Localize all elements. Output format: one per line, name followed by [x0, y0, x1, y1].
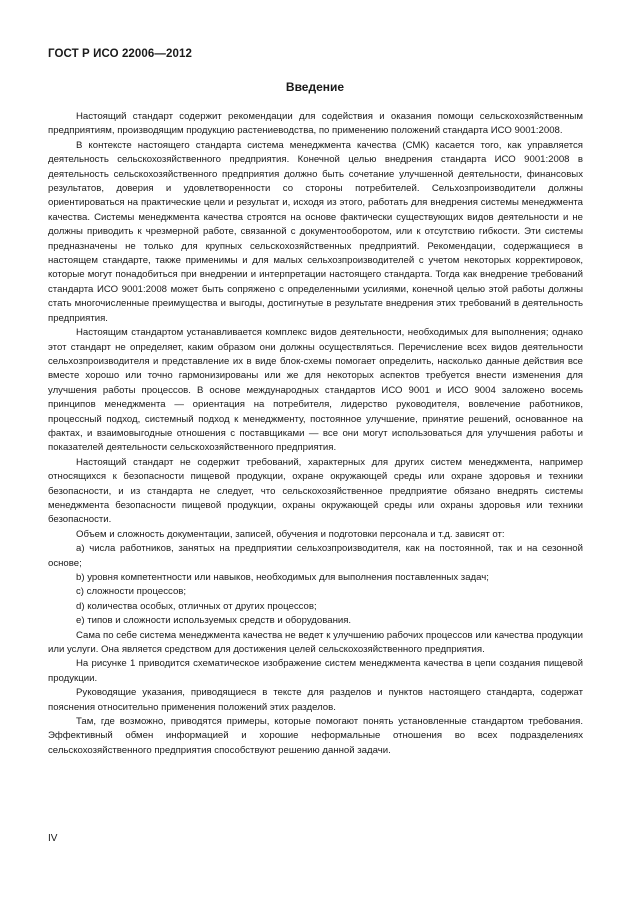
paragraph: Там, где возможно, приводятся примеры, которые помогают понять установленные стандартом требования. Эффективный обмен информацией и хорошие неформальные отношения во всех подразделениях сельскохозяйственного предприятия способствуют решению данной задачи.: [48, 716, 583, 756]
section-title: Введение: [285, 80, 345, 94]
paragraph: На рисунке 1 приводится схематическое изображение систем менеджмента качества в цепи создания пищевой продукции.: [48, 658, 583, 684]
paragraph: Объем и сложность документации, записей, обучения и подготовки персонала и т.д. зависят от:: [76, 528, 505, 540]
paragraph: Руководящие указания, приводящиеся в тексте для разделов и пунктов настоящего стандарта, содержат пояснения относительно применения положений этих разделов.: [48, 687, 583, 713]
document-code: ГОСТ Р ИСО 22006—2012: [48, 48, 193, 60]
paragraph: Настоящий стандарт не содержит требований, характерных для других систем менеджмента, например относящихся к безопасности пищевой продукции, охране окружающей среды или охране здоровья и техники безопасности, и из стандарта не следует, что сельскохозяйственное предприятие обязано внедрять системы менеджмента безопасности пищевой продукции, охраны окружающей среды или охраны здоровья или техники безопасности.: [48, 456, 583, 526]
paragraph: Сама по себе система менеджмента качества не ведет к улучшению рабочих процессов или качества продукции или услуги. Она является средством для достижения целей сельскохозяйственного предприятия.: [48, 629, 583, 656]
list-item: d) количества особых, отличных от других процессов;: [76, 600, 317, 612]
list-item: a) числа работников, занятых на предприятии сельхозпроизводителя, как на постоянной, так и на сезонной основе;: [48, 543, 583, 569]
page-number: IV: [48, 833, 58, 844]
paragraph: В контексте настоящего стандарта система менеджмента качества (СМК) касается того, как управляется деятельность сельскохозяйственного предприятия. Конечной целью внедрения стандарта ИСО 9001:2008 в деятельность сельскохозяйственного предприятия должно быть сочетание улучшенной деятельности, финансовых результатов, доверия и удовлетворенности со стороны потребителей. Сельхозпроизводители должны ориентироваться на практические цели и результат и, исходя из этого, работать для внедрения системы менеджмента качества. Системы менеджмента качества строятся на основе фактически существующих видов деятельности и не должны приводить к чрезмерной работе, связанной с документооборотом, или к отсутствию гибкости. Эти системы предназначены не только для крупных сельскохозяйственных предприятий. Рекомендации, содержащиеся в настоящем стандарте, также применимы и для малых сельхозпроизводителей с учетом некоторых корректировок, которые могут понадобиться при внедрении и интерпретации настоящего стандарта. Тогда как внедрение требований стандарта ИСО 9001:2008 может быть сопряжено с определенными усилиями, конечной целью этой работы должны стать многочисленные преимущества и выгоды, достигнутые в результате внедрения этих требований в деятельность предприятия.: [48, 139, 583, 324]
list-item: b) уровня компетентности или навыков, необходимых для выполнения поставленных задач;: [76, 572, 489, 583]
list-item: e) типов и сложности используемых средств и оборудования.: [76, 615, 352, 627]
document-body: [48, 110, 583, 758]
paragraph: Настоящим стандартом устанавливается комплекс видов деятельности, необходимых для выполнения; однако этот стандарт не определяет, каким образом они должны осуществляться. Перечисление всех видов деятельности сельхозпроизводителя и представление их в виде блок-схемы помогает определить, насколько данные действия все вместе хорошо или точно гармонизированы или же для некоторых аспектов требуется внести изменения для улучшения работы процессов. В основе международных стандартов ИСО 9001 и ИСО 9004 заложено восемь принципов менеджмента — ориентация на потребителя, лидерство руководителя, вовлечение работников, процессный подход, системный подход к менеджменту, постоянное улучшение, принятие решений, основанное на фактах, и взаимовыгодные отношения с поставщиками — все они могут использоваться для улучшения работы и показателей деятельности сельскохозяйственного предприятия.: [48, 327, 583, 454]
list-item: c) сложности процессов;: [76, 586, 187, 598]
paragraph: Настоящий стандарт содержит рекомендации для содействия и оказания помощи сельскохозяйственным предприятиям, производящим продукцию растениеводства, по применению положений стандарта ИСО 9001:2008.: [48, 111, 583, 137]
